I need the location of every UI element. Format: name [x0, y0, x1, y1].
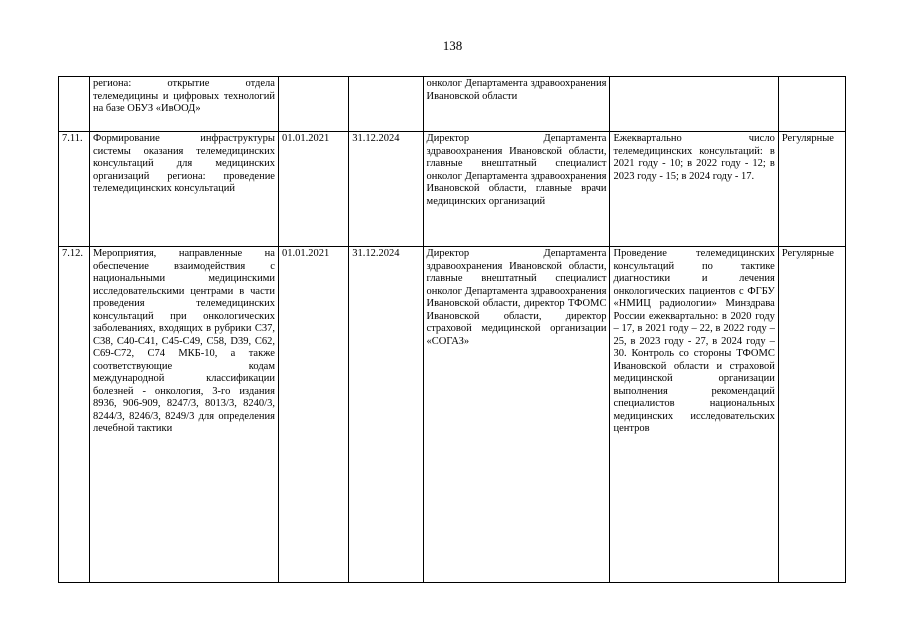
row-number	[59, 77, 90, 132]
row-number: 7.12.	[59, 247, 90, 583]
indicator-cell: Проведение телемедицинских консультаций по тактике диагностики и лечения онкологических пациентов с ФГБУ «НМИЦ радиологии» Минздрава России ежеквартально: в 2020 году – 17, в 2021 году – 22, в 2022 году – 25, в 2023 году - 27, в 2024 году – 30. Контроль со стороны ТФОМС Ивановской области и страховой медицинской организации выполнения рекомендаций специалистов национальных медицинских исследовательских центров	[610, 247, 778, 583]
responsible-cell: Директор Департамента здравоохранения Ивановской области, главные внештатный специалист онколог Департамента здравоохранения Ивановской области, директор ТФОМС Ивановской области, директор страховой медицинской организации «СОГАЗ»	[423, 247, 610, 583]
responsible-cell: онколог Департамента здравоохранения Ивановской области	[423, 77, 610, 132]
start-date-cell: 01.01.2021	[278, 132, 348, 247]
row-number: 7.11.	[59, 132, 90, 247]
activity-cell: региона: открытие отдела телемедицины и цифровых технологий на базе ОБУЗ «ИвООД»	[89, 77, 278, 132]
activities-table	[58, 76, 846, 583]
indicator-cell: Ежеквартально число телемедицинских консультаций: в 2021 году - 10; в 2022 году - 12; в 2023 году - 15; в 2024 году - 17.	[610, 132, 778, 247]
table-row	[59, 77, 846, 132]
end-date-cell: 31.12.2024	[349, 132, 423, 247]
responsible-cell: Директор Департамента здравоохранения Ивановской области, главные внештатный специалист онколог Департамента здравоохранения Ивановской области, главные врачи медицинских организаций	[423, 132, 610, 247]
type-cell: Регулярные	[778, 132, 845, 247]
start-date-cell: 01.01.2021	[278, 247, 348, 583]
type-cell	[778, 77, 845, 132]
activity-cell: Формирование инфраструктуры системы оказания телемедицинских консультаций для медицинских организаций региона: проведение телемедицинских консультаций	[89, 132, 278, 247]
end-date-cell: 31.12.2024	[349, 247, 423, 583]
page-number: 138	[442, 38, 463, 53]
activity-cell: Мероприятия, направленные на обеспечение взаимодействия с национальными медицинскими исследовательскими центрами в части проведения телемедицинских консультаций при онкологических заболеваниях, входящих в рубрики С37, С38, С40-С41, С45-С49, С58, D39, С62, С69-С72, С74 МКБ-10, а также соответствующие кодам международной классификации болезней - онкология, 3-го издания 8936, 906-909, 8247/3, 8013/3, 8240/3, 8244/3, 8246/3, 8249/3 для определения лечебной тактики	[89, 247, 278, 583]
start-date-cell	[278, 77, 348, 132]
table-row	[59, 132, 846, 247]
type-cell: Регулярные	[778, 247, 845, 583]
table-row	[59, 247, 846, 583]
indicator-cell	[610, 77, 778, 132]
end-date-cell	[349, 77, 423, 132]
